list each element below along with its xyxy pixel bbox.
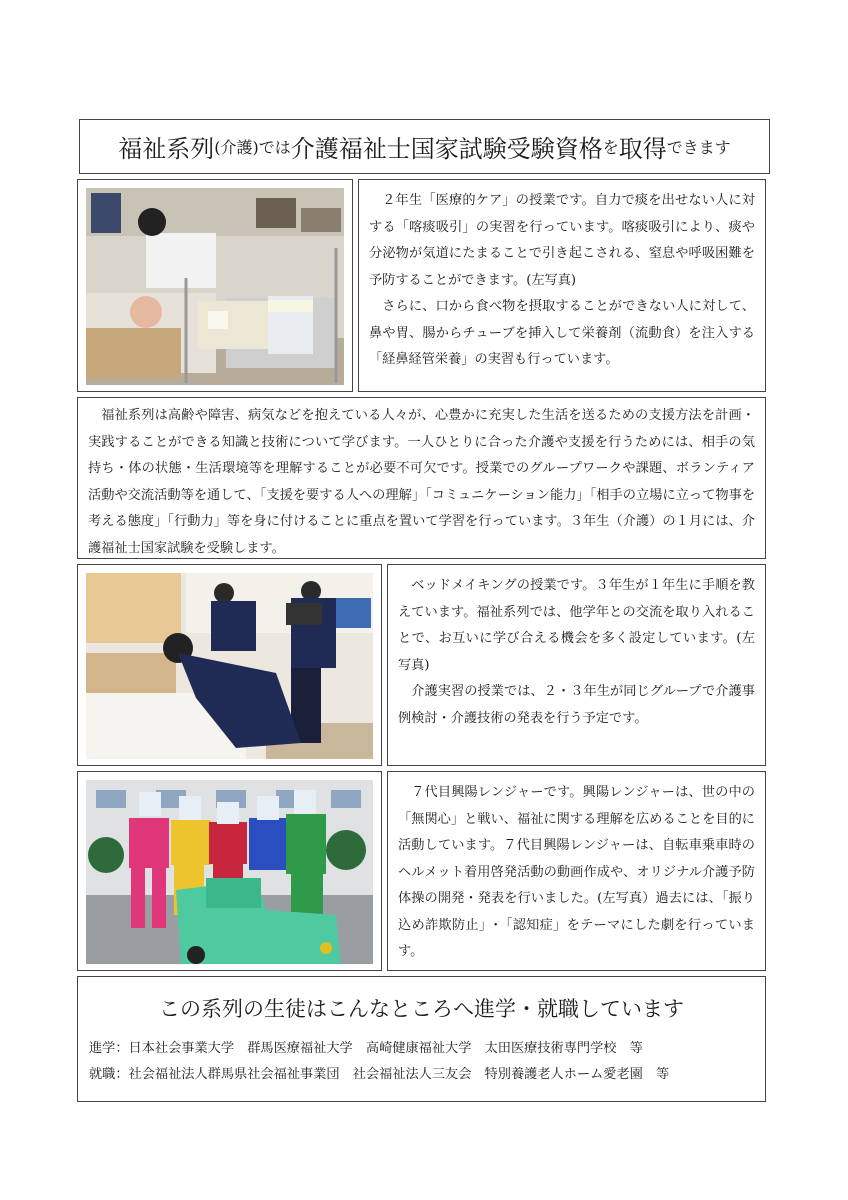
photo-rangers-image [86, 780, 373, 964]
title-part-dekimasu: できます [666, 138, 731, 157]
career-box [77, 976, 766, 1102]
section-rangers-paragraph-1: ７代目興陽レンジャーです。興陽レンジャーは、世の中の「無関心」と戦い、福祉に関する理解を広めることを目的に活動しています。７代目興陽レンジャーは、自転車乗車時のヘルメット着用啓発活動の動画作成や、オリジナル介護予防体操の開発・発表を行いました。(左写真）過去には、「振り込め詐欺防止」･「認知症」をテーマにした劇を行っています。 [398, 785, 755, 959]
photo-bed-making-image [86, 573, 373, 759]
title-part-kaigo: (介護) [214, 138, 259, 157]
intro-box [77, 397, 766, 559]
title-part-qualification: 介護福祉士国家試験受験資格 [290, 135, 603, 163]
page-title [79, 119, 770, 174]
photo-frame-suction [77, 179, 353, 392]
section-suction-paragraph-2: さらに、口から食べ物を摂取することができない人に対して、鼻や胃、腸からチューブを挿入して栄養剤（流動食）を注入する「経鼻経管栄養」の実習も行っています。 [369, 299, 755, 367]
photo-frame-rangers [77, 771, 382, 971]
section-suction-text [358, 179, 766, 392]
intro-text: 福祉系列は高齢や障害、病気などを抱えている人々が、心豊かに充実した生活を送るための支援方法を計画・実践することができる知識と技術について学びます。一人ひとりに合った介護や支援を行うためには、相手の気持ち・体の状態・生活環境等を理解することが必要不可欠です。授業でのグループワークや課題、ボランティア活動や交流活動等を通して、「支援を要する人への理解」「コミュニケーション能力」「相手の立場に立って物事を考える態度」「行動力」等を身に付けることに重点を置いて学習を行っています。３年生（介護）の１月には、介護福祉士国家試験を受験します。 [88, 408, 755, 556]
section-bedmaking-paragraph-1: ベッドメイキングの授業です。３年生が１年生に手順を教えています。福祉系列では、他学年との交流を取り入れることで、お互いに学び合える機会を多く設定しています。(左写真) [398, 578, 755, 673]
photo-suction-practice-image [86, 188, 344, 385]
employment-line: 就職：社会福祉法人群馬県社会福祉事業団 社会福祉法人三友会 特別養護老人ホーム愛老園 等 [89, 1067, 670, 1082]
title-part-fukushi: 福祉系列 [118, 135, 215, 163]
title-part-shutoku: 取得 [618, 135, 667, 163]
title-part-wo: を [602, 138, 619, 157]
career-title: この系列の生徒はこんなところへ進学・就職しています [159, 997, 684, 1021]
section-rangers-text [387, 771, 766, 971]
section-bedmaking-text [387, 564, 766, 766]
photo-frame-bedmaking [77, 564, 382, 766]
title-part-dewa: では [258, 138, 291, 157]
section-suction-paragraph-1: ２年生「医療的ケア」の授業です。自力で痰を出せない人に対する「喀痰吸引」の実習を行っています。喀痰吸引により、痰や分泌物が気道にたまることで引き起こされる、窒息や呼吸困難を予防することができます。(左写真) [369, 193, 755, 288]
further-education-line: 進学：日本社会事業大学 群馬医療福祉大学 高崎健康福祉大学 太田医療技術専門学校 等 [89, 1041, 643, 1056]
section-bedmaking-paragraph-2: 介護実習の授業では、２・３年生が同じグループで介護事例検討・介護技術の発表を行う予定です。 [398, 684, 755, 726]
